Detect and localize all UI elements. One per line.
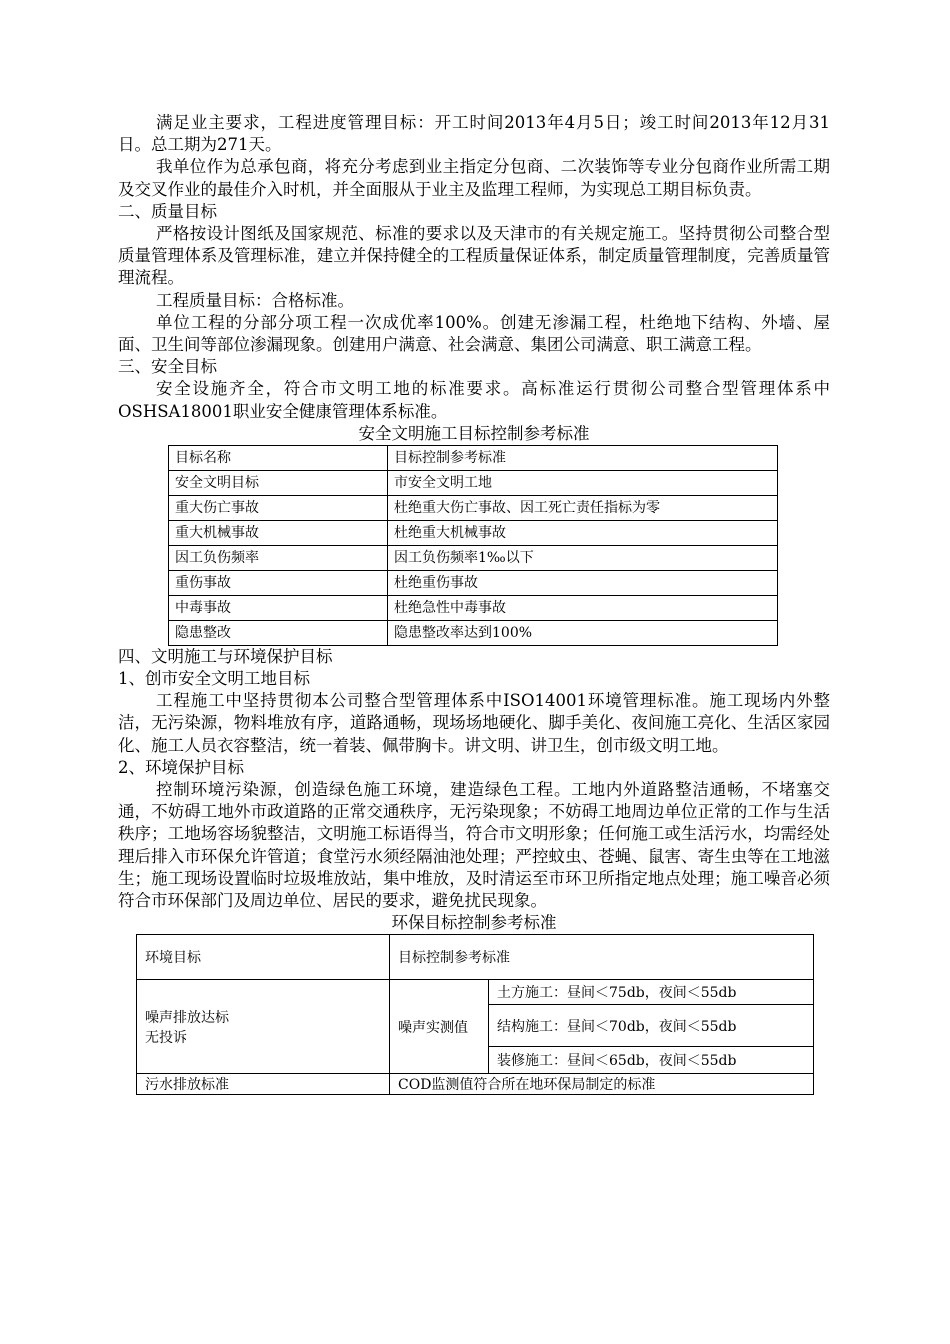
table-cell: 土方施工：昼间＜75db，夜间＜55db	[489, 980, 814, 1005]
paragraph-contractor-role: 我单位作为总承包商，将充分考虑到业主指定分包商、二次装饰等专业分包商作业所需工期及交叉作业的最佳介入时机，并全面服从于业主及监理工程师，为实现总工期目标负责。	[118, 157, 830, 199]
table-header-cell: 目标名称	[169, 445, 388, 470]
table-row	[169, 595, 778, 620]
paragraph-quality-standards: 严格按设计图纸及国家规范、标准的要求以及天津市的有关规定施工。坚持贯彻公司整合型质量管理体系及管理标准，建立并保持健全的工程质量保证体系，制定质量管理制度，完善质量管理流程。	[118, 224, 830, 288]
paragraph-iso14001: 工程施工中坚持贯彻本公司整合型管理体系中ISO14001环境管理标准。施工现场内外整洁，无污染源，物料堆放有序，道路通畅，现场场地硬化、脚手美化、夜间施工亮化、生活区家园化、施工人员衣容整洁，统一着装、佩带胸卡。讲文明、讲卫生，创市级文明工地。	[118, 691, 830, 755]
table-cell: 杜绝重大伤亡事故、因工死亡责任指标为零	[388, 495, 778, 520]
subheading-environmental-goal: 2、环境保护目标	[118, 757, 244, 777]
table-row	[169, 495, 778, 520]
table-header-cell: 目标控制参考标准	[390, 935, 814, 980]
paragraph-pollution-control: 控制环境污染源，创造绿色施工环境，建造绿色工程。工地内外道路整洁通畅，不堵塞交通，不妨碍工地外市政道路的正常交通秩序，无污染现象；不妨碍工地周边单位正常的工作与生活秩序；工地场容场貌整洁，文明施工标语得当，符合市文明形象；任何施工或生活污水，均需经处理后排入市环保允许管道；食堂污水须经隔油池处理；严控蚊虫、苍蝇、鼠害、寄生虫等在工地滋生；施工现场设置临时垃圾堆放站，集中堆放，及时清运至市环卫所指定地点处理；施工噪音必须符合市环保部门及周边单位、居民的要求，避免扰民现象。	[118, 780, 830, 911]
table-cell: 杜绝重伤事故	[388, 570, 778, 595]
paragraph-quality-target: 工程质量目标：合格标准。	[156, 290, 354, 310]
table-header-row	[169, 445, 778, 470]
table-header-cell: 目标控制参考标准	[388, 445, 778, 470]
table-row	[137, 980, 814, 1005]
table-row	[137, 1074, 814, 1095]
noise-goal-line: 噪声排放达标	[145, 1009, 229, 1026]
paragraph-safety-standards: 安全设施齐全，符合市文明工地的标准要求。高标准运行贯彻公司整合型管理体系中OSHSA18001职业安全健康管理体系标准。	[118, 379, 830, 421]
paragraph-quality-rate: 单位工程的分部分项工程一次成优率100%。创建无渗漏工程，杜绝地下结构、外墙、屋面、卫生间等部位渗漏现象。创建用户满意、社会满意、集团公司满意、职工满意工程。	[118, 312, 830, 355]
table-cell: 杜绝重大机械事故	[388, 520, 778, 545]
table-cell: 杜绝急性中毒事故	[388, 595, 778, 620]
table-cell: 市安全文明工地	[388, 470, 778, 495]
table-row	[169, 520, 778, 545]
safety-table-caption: 安全文明施工目标控制参考标准	[358, 423, 590, 443]
noise-goal-cell	[137, 980, 390, 1074]
heading-civilized-construction: 四、文明施工与环境保护目标	[118, 646, 333, 666]
table-header-cell: 环境目标	[137, 935, 390, 980]
table-cell: 结构施工：昼间＜70db，夜间＜55db	[489, 1005, 814, 1047]
document-page	[118, 112, 830, 1095]
table-row	[169, 470, 778, 495]
paragraph-schedule-goal: 满足业主要求，工程进度管理目标：开工时间2013年4月5日；竣工时间2013年12月31日。总工期为271天。	[118, 113, 830, 155]
noise-measure-cell: 噪声实测值	[390, 980, 489, 1074]
table-cell: 重伤事故	[169, 570, 388, 595]
table-cell: 重大伤亡事故	[169, 495, 388, 520]
safety-table	[168, 445, 778, 646]
table-cell: 因工负伤频率	[169, 545, 388, 570]
table-cell: 隐患整改率达到100%	[388, 620, 778, 645]
heading-safety-goal: 三、安全目标	[118, 357, 217, 377]
table-cell: 安全文明目标	[169, 470, 388, 495]
env-table	[136, 934, 814, 1095]
table-cell: 重大机械事故	[169, 520, 388, 545]
table-cell: COD监测值符合所在地环保局制定的标准	[390, 1074, 814, 1095]
subheading-civilized-site: 1、创市安全文明工地目标	[118, 669, 310, 689]
noise-goal-line: 无投诉	[145, 1029, 187, 1046]
table-header-row	[137, 935, 814, 980]
table-row	[169, 545, 778, 570]
table-row	[169, 570, 778, 595]
heading-quality-goal: 二、质量目标	[118, 201, 217, 221]
table-cell: 隐患整改	[169, 620, 388, 645]
table-cell: 中毒事故	[169, 595, 388, 620]
table-cell: 装修施工：昼间＜65db，夜间＜55db	[489, 1047, 814, 1074]
table-row	[169, 620, 778, 645]
table-cell: 因工负伤频率1‰以下	[388, 545, 778, 570]
table-cell: 污水排放标准	[137, 1074, 390, 1095]
env-table-caption: 环保目标控制参考标准	[391, 913, 557, 933]
